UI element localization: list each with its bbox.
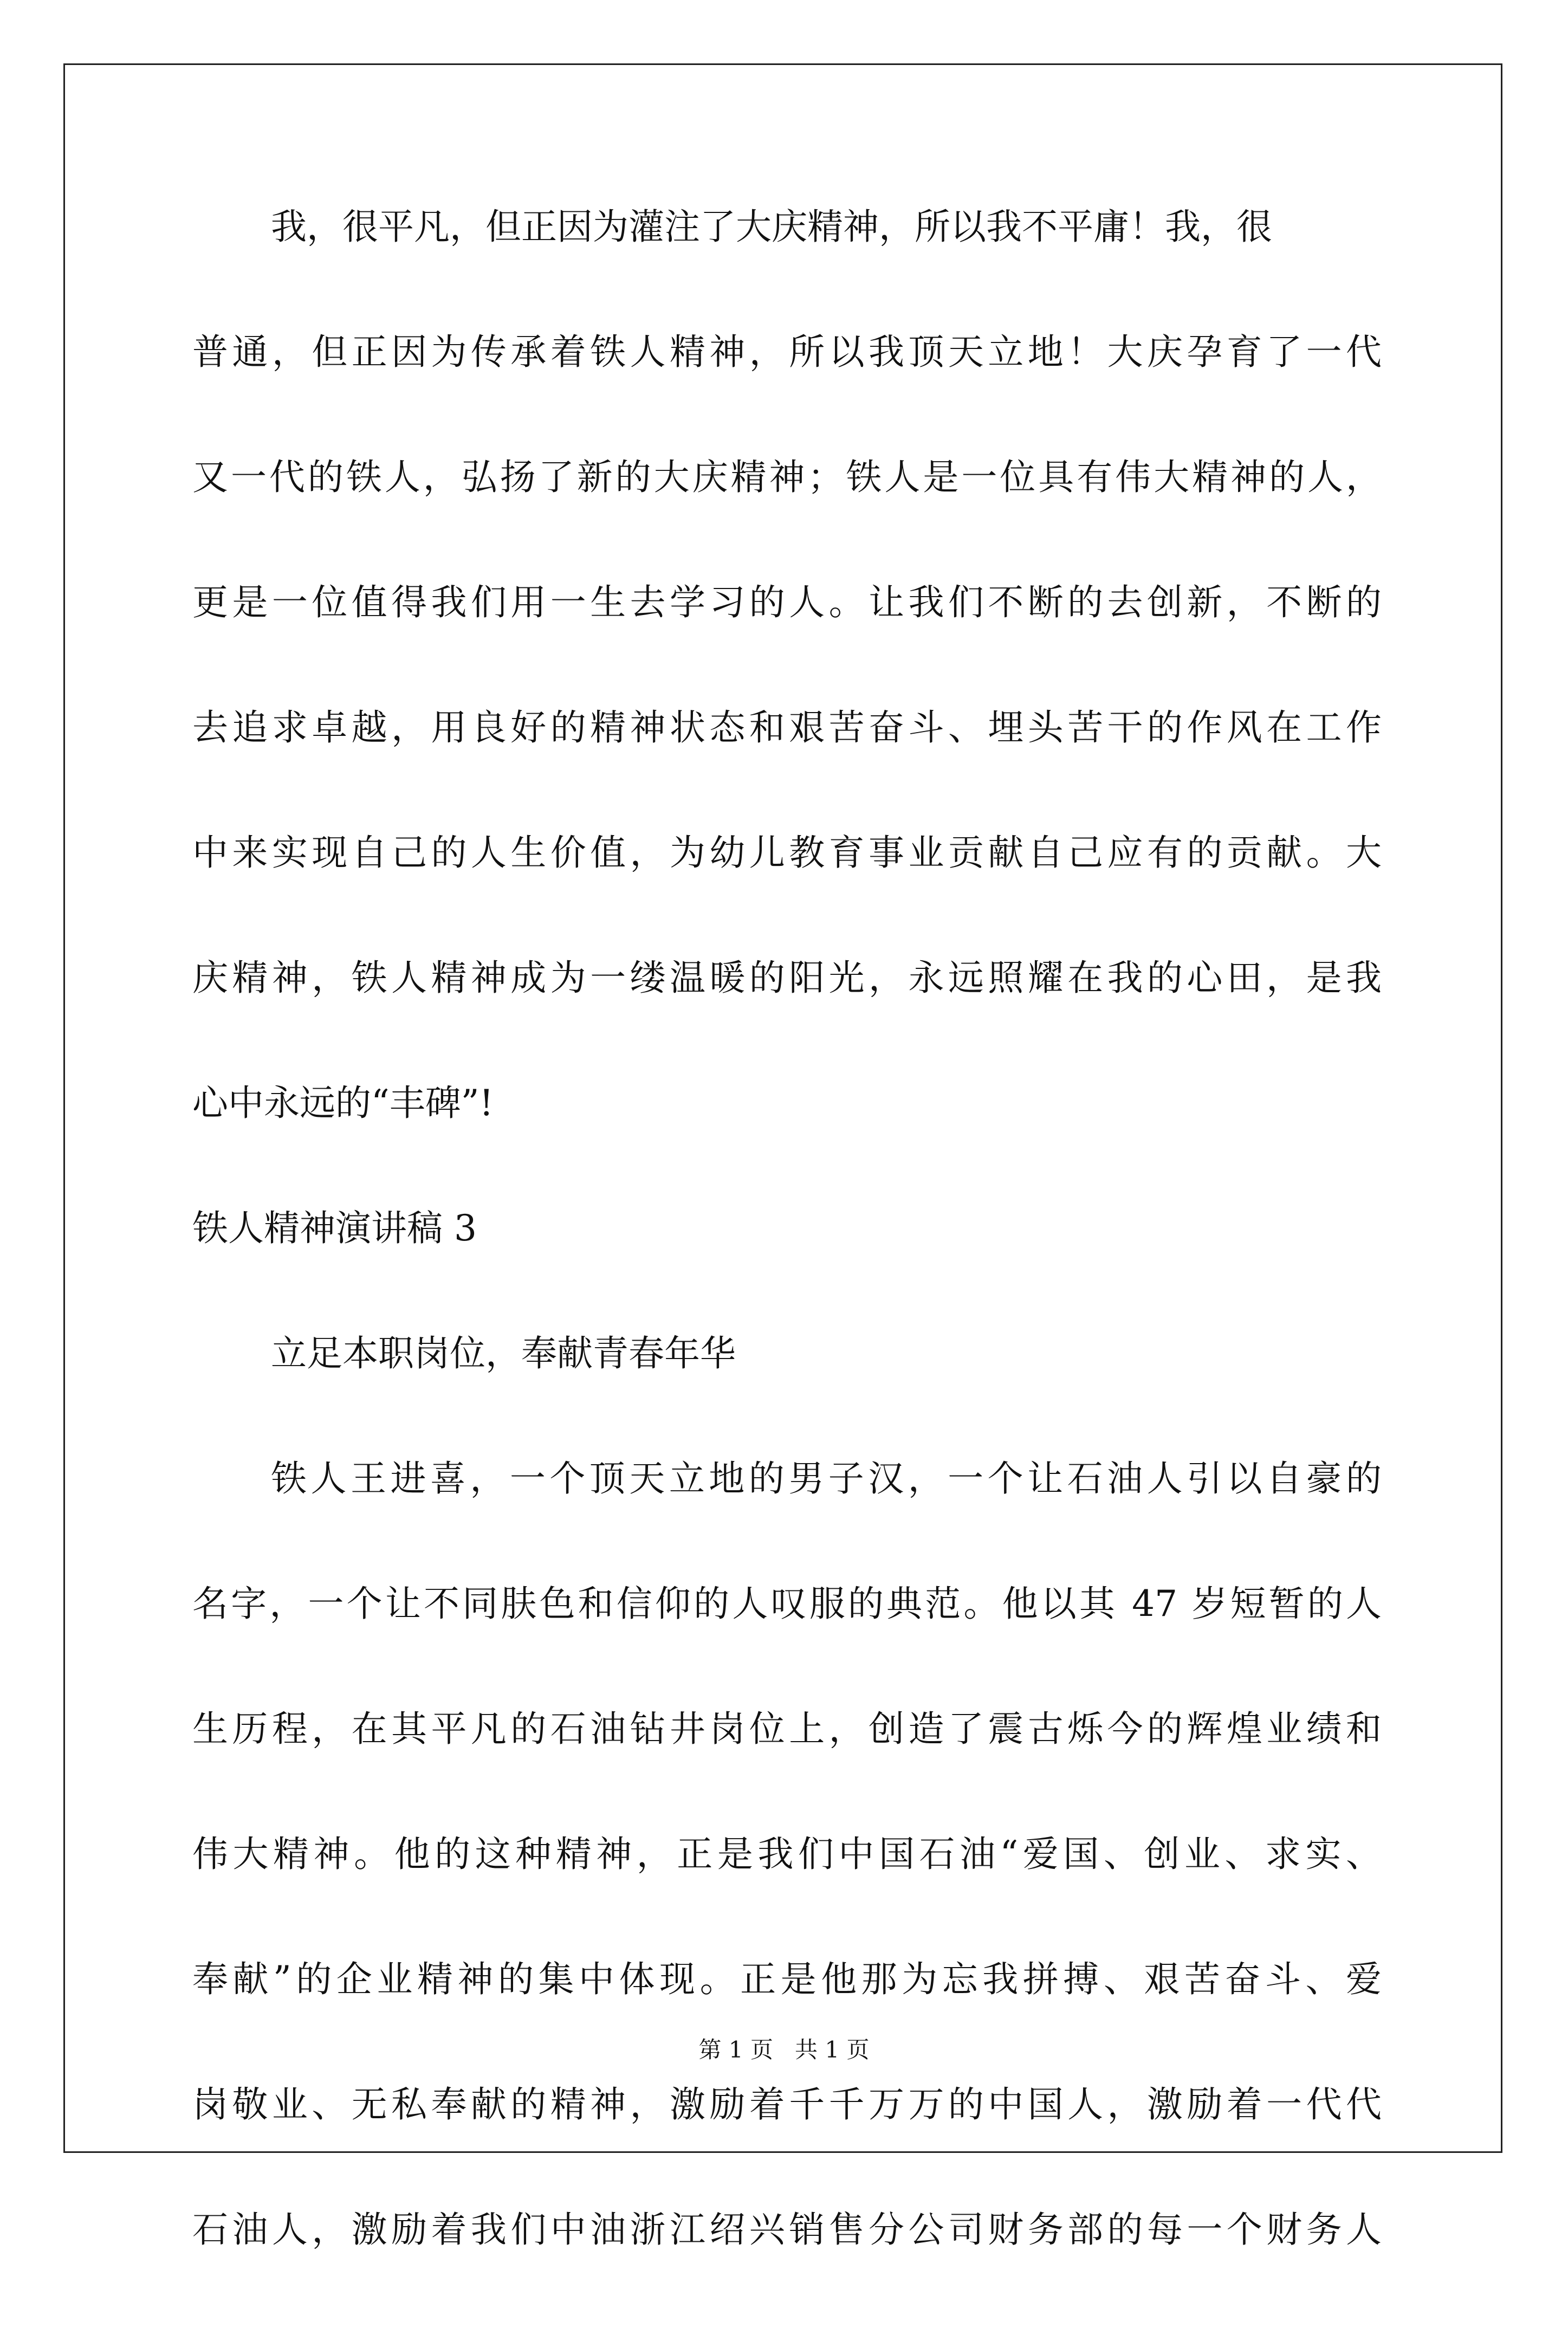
paragraph-line: 又一代的铁人，弘扬了新的大庆精神；铁人是一位具有伟大精神的人， [192, 456, 1382, 498]
paragraph-line: 奉献”的企业精神的集中体现。正是他那为忘我拼搏、艰苦奋斗、爱 [192, 1958, 1382, 2000]
page-footer: 第 1 页 共 1 页 [698, 2036, 870, 2063]
paragraph-line: 心中永远的“丰碑”! [192, 1082, 494, 1124]
paragraph-line: 伟大精神。他的这种精神，正是我们中国石油“爱国、创业、求实、 [192, 1833, 1382, 1875]
paragraph-line: 石油人，激励着我们中油浙江绍兴销售分公司财务部的每一个财务人 [192, 2209, 1382, 2250]
section-subtitle: 立足本职岗位，奉献青春年华 [271, 1333, 736, 1374]
paragraph-line: 去追求卓越，用良好的精神状态和艰苦奋斗、埋头苦干的作风在工作 [192, 707, 1382, 748]
section-heading: 铁人精神演讲稿 3 [192, 1207, 477, 1249]
paragraph-line: 铁人王进喜，一个顶天立地的男子汉，一个让石油人引以自豪的 [271, 1458, 1382, 1499]
document-body [192, 207, 1382, 2335]
paragraph-line: 生历程，在其平凡的石油钻井岗位上，创造了震古烁今的辉煌业绩和 [192, 1708, 1382, 1750]
paragraph-line: 更是一位值得我们用一生去学习的人。让我们不断的去创新，不断的 [192, 581, 1382, 623]
paragraph-line: 庆精神，铁人精神成为一缕温暖的阳光，永远照耀在我的心田，是我 [192, 957, 1382, 999]
paragraph-line: 普通，但正因为传承着铁人精神，所以我顶天立地！大庆孕育了一代 [192, 331, 1382, 373]
paragraph-line: 名字，一个让不同肤色和信仰的人叹服的典范。他以其 47 岁短暂的人 [192, 1583, 1382, 1625]
paragraph-line: 岗敬业、无私奉献的精神，激励着千千万万的中国人，激励着一代代 [192, 2084, 1382, 2125]
paragraph-line: 我，很平凡，但正因为灌注了大庆精神，所以我不平庸！我，很 [271, 206, 1272, 248]
paragraph-line: 中来实现自己的人生价值，为幼儿教育事业贡献自己应有的贡献。大 [192, 832, 1382, 874]
